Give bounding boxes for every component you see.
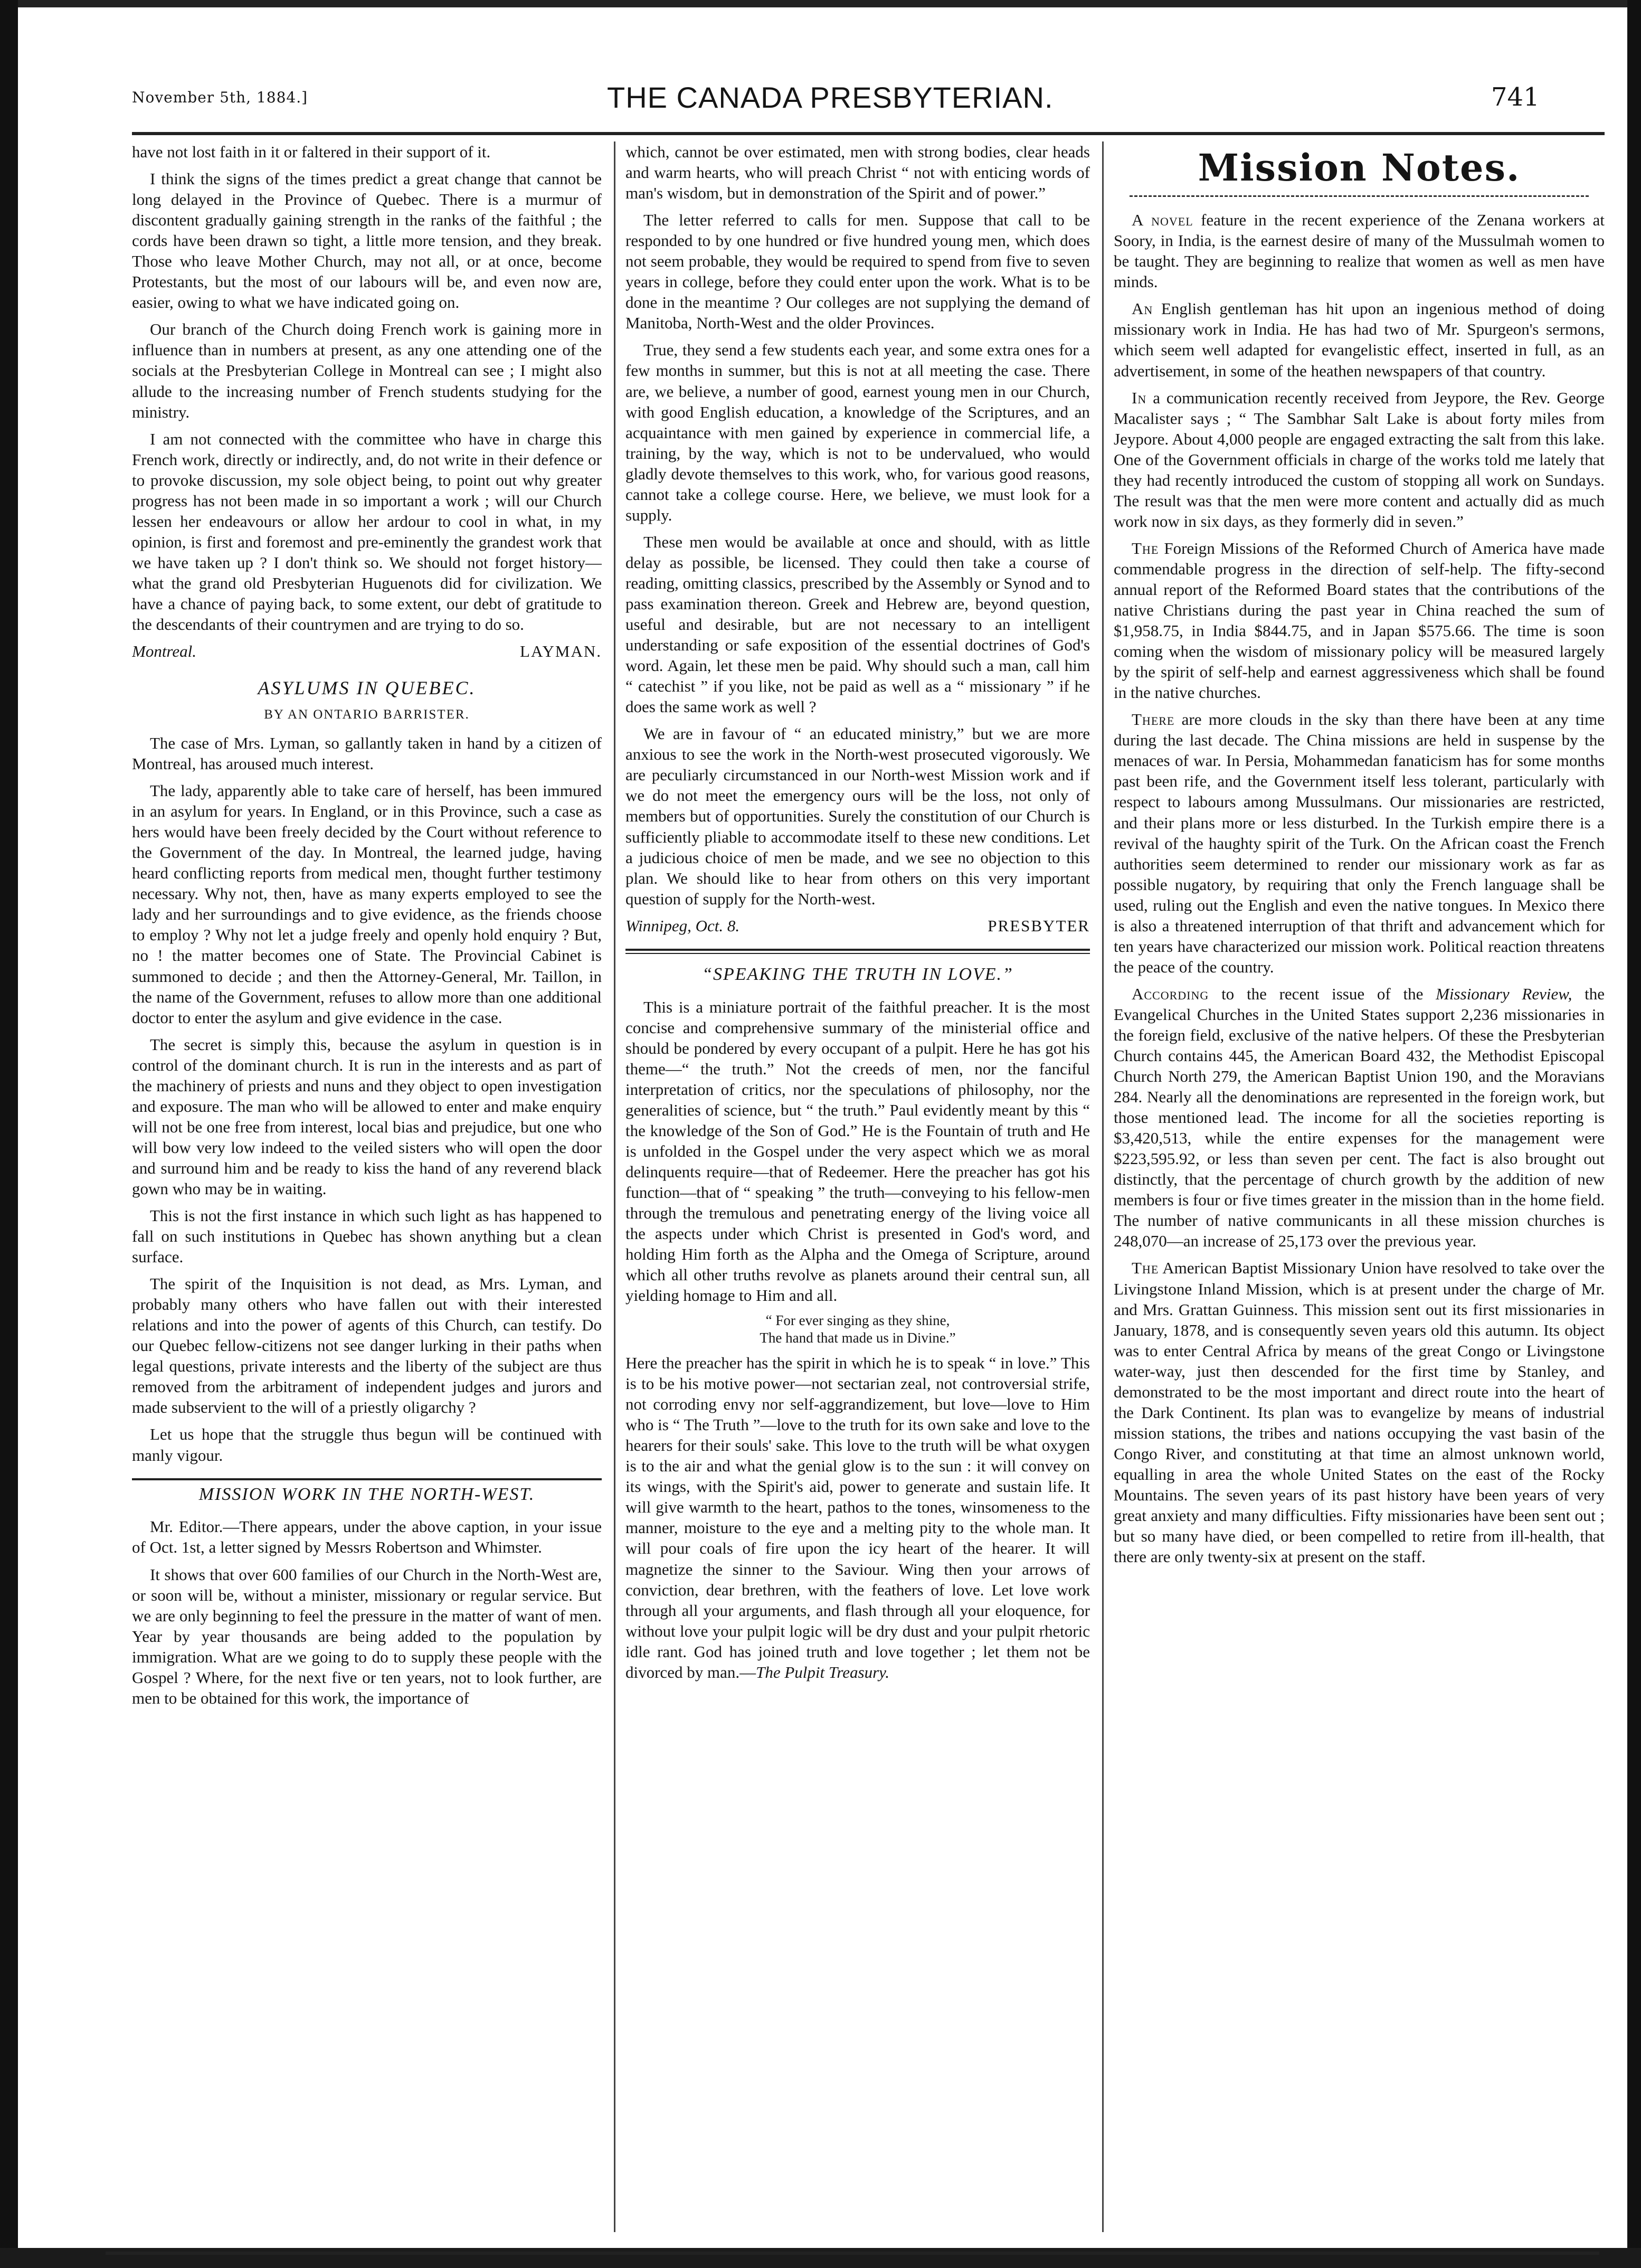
scan-edge-left: [0, 0, 18, 2268]
paragraph: The spirit of the Inquisition is not dead, as Mrs. Lyman, and probably many others who have fallen out with their interested relations and into the power of agents of this Church, can testify. Do our Quebec fellow-citizens not see danger lurking in their paths when legal questions, private interests and the liberty of the subject are thus removed from the arbitrament of independent judges and jurors and made subservient to the will of a priestly oligarchy ?: [132, 1274, 602, 1417]
section-rule: [625, 949, 1090, 951]
scan-edge-top: [0, 0, 1641, 7]
note-text: Foreign Missions of the Reformed Church of America have made commendable progress in the direction of self-help. The fifty-second annual report of the Reformed Board states that the contributions of the native Christians during the past year in China reached the sum of $1,958.75, in India $844.75, and in Japan $575.66. The time is soon coming when the wisdom of missionary policy will be measured largely by the spirit of self-help and earnest aggressiveness which shall be found in the native churches.: [1114, 538, 1605, 702]
paragraph: We are in favour of “ an educated ministry,” but we are more anxious to see the work in the North-west prosecuted vigorously. We are peculiarly circumstanced in our North-west Mission work and if we do not meet the emergency ours will be the loss, not only of members but of opportunities. Surely the constitution of our Church is sufficiently pliable to accommodate itself to these new conditions. Let a judicious choice of men be made, and we see no objection to this plan. We should like to hear from others on this very important question of supply for the North-west.: [625, 724, 1090, 908]
paragraph: Our branch of the Church doing French work is gaining more in influence than in numbers at present, as any one attending one of the socials at the Presbyterian College in Montreal can see ; I might also allude to the increasing number of French students studying for the ministry.: [132, 320, 602, 421]
article-title-mission-work: MISSION WORK IN THE NORTH-WEST.: [198, 1484, 535, 1504]
note-paragraph: [1114, 388, 1605, 532]
note-lead: The: [1132, 1259, 1159, 1278]
poem-quotation: [625, 1312, 1090, 1346]
note-lead: There: [1132, 710, 1175, 729]
paragraph: The letter referred to calls for men. Suppose that call to be responded to by one hundred or five hundred young men, which does not seem probable, they would be required to spend from five to seven years in college, before they could enter upon the work. What is to be done in the meantime ? Our colleges are not supplying the demand of Manitoba, North-West and the older Provinces.: [625, 211, 1090, 333]
article-title-speaking-truth: “SPEAKING THE TRUTH IN LOVE.”: [702, 964, 1013, 984]
note-text: the Evangelical Churches in the United States support 2,236 missionaries in the foreign field, exclusive of the native helpers. Of these the Presbyterian Church contains 445, the American Board 432, the Methodist Episcopal Church North 279, the American Baptist Union 190, and the Moravians 284. Nearly all the denominations are represented in the foreign work, but those mentioned lead. The income for all the societies reporting is $3,420,513, while the entire expenses for the management were $223,595.92, or less than seven per cent. The fact is also brought out distinctly, that the percentage of church growth by the addition of new members is four or five times greater in the mission than in the home field. The number of native communicants in all these mission churches is 248,070—an increase of 25,173 over the previous year.: [1114, 984, 1605, 1251]
note-text: English gentleman has hit upon an ingenious method of doing missionary work in India. He has had two of Mr. Spurgeon's sermons, which seem well adapted for evangelistic effect, inserted in full, as an advertisement, in some of the heathen newspapers of that country.: [1114, 299, 1605, 380]
footer-rule: [106, 2252, 1599, 2255]
paragraph: It shows that over 600 families of our Church in the North-West are, or soon will be, without a minister, missionary or regular service. But we are only beginning to feel the pressure in the matter of want of men. Year by year thousands are being added to the population by immigration. What are we going to do to supply these people with the Gospel ? Where, for the next five or ten years, not to look further, are men to be obtained for this work, the importance of: [132, 1565, 602, 1707]
issue-date: November 5th, 1884.]: [132, 89, 308, 106]
article-title-asylums: ASYLUMS IN QUEBEC.: [258, 677, 476, 699]
paragraph: [625, 1353, 1090, 1683]
note-text: a communication recently received from Jeypore, the Rev. George Macalister says ; “ The Sambhar Salt Lake is about forty miles from Jeypore. About 4,000 people are engaged extracting the salt from this lake. One of the Government officials in charge of the works told me lately that they had recently introduced the custom of stopping all work on Sundays. The result was that the men were more content and actually did as much work now in six days, as they formerly did in seven.”: [1114, 388, 1605, 531]
note-paragraph: [1114, 709, 1605, 977]
poem-line: “ For ever singing as they shine,: [765, 1312, 950, 1329]
column-middle: [625, 141, 1090, 2232]
paragraph: True, they send a few students each year, and some extra ones for a few months in summer, but this is not at all meeting the case. There are, we believe, a number of good, earnest young men in our Church, with good English education, a knowledge of the Scriptures, and an acquaintance with men gained by experience in commercial life, a training, by the way, which is not to be undervalued, who would gladly devote themselves to this work, who, for various good reasons, cannot take a college course. Here, we believe, we must look for a supply.: [625, 341, 1090, 524]
source-attribution: The Pulpit Treasury.: [756, 1662, 889, 1681]
paragraph: have not lost faith in it or faltered in their support of it.: [132, 143, 491, 161]
page-number: 741: [1491, 82, 1540, 112]
poem-line: The hand that made us in Divine.”: [760, 1329, 956, 1346]
paragraph: The case of Mrs. Lyman, so gallantly taken in hand by a citizen of Montreal, has aroused much interest.: [132, 733, 602, 773]
column-divider-1: [614, 141, 615, 2232]
note-lead: A novel: [1132, 211, 1193, 230]
signature-place: Montreal.: [132, 642, 196, 661]
note-lead: In: [1132, 388, 1147, 407]
paragraph: This is a miniature portrait of the faithful preacher. It is the most concise and comprehensive summary of the ministerial office and should be pondered by every occupant of a pulpit. Here he has got his theme—“ the truth.” Not the creeds of men, nor the fanciful interpretation of critics, nor the speculations of philosophy, nor the generalities of science, but “ the truth.” Paul evidently meant by this “ the knowledge of the Son of God.” He is the Fountain of truth and He is unfolded in the Gospel under the very aspect which we as moral delinquents require—that of Redeemer. Here the preacher has got his function—that of “ speaking ” the truth—conveying to his fellow-men through the tremulous and penetrating energy of the living voice all the aspects under which Christ is presented in God's word, and holding Him forth as the Alpha and the Omega of Scripture, around which all other truths revolve as planets around their central sun, all yielding homage to Him and all.: [625, 997, 1090, 1305]
article-byline: BY AN ONTARIO BARRISTER.: [264, 707, 470, 722]
paragraph: Let us hope that the struggle thus begun will be continued with manly vigour.: [132, 1425, 602, 1464]
note-text: to the recent issue of the: [1209, 984, 1436, 1003]
paragraph-text: Here the preacher has the spirit in which he is to speak “ in love.” This is to be his motive power—not sectarian zeal, not controversial strife, not corroding envy nor self-aggrandizement, but love—love to Him who is “ The Truth ”—love to the truth for its own sake and love to the hearers for their souls' sake. This love to the truth will be what oxygen is to the air and what the genial glow is to the sun : it will convey on its wings, with the Spirit's aid, power to generate and sustain life. It will give warmth to the heart, pathos to the tones, winsomeness to the manner, moisture to the eye and a melting pity to the whole man. It will pour coals of fire upon the icy heart of the hearer. It will magnetize the sinner to the Saviour. Wing then your arrows of conviction, dear brethren, with the feathers of love. Let love work through all your arguments, and flash through all your eloquence, for without love your pulpit logic will be dry dust and your pulpit rhetoric idle rant. God has joined truth and love together ; let them not be divorced by man.—: [625, 1354, 1090, 1681]
newspaper-title: THE CANADA PRESBYTERIAN.: [607, 81, 1054, 114]
note-text: are more clouds in the sky than there have been at any time during the last decade. The China missions are held in suspense by the menaces of war. In Persia, Mohammedan fanaticism has for some months past been rife, and the Government itself less tolerant, particularly with respect to labours among Mussulmans. Our missionaries are restricted, and their plans more or less disturbed. In the Turkish empire there is a revival of the haughty spirit of the Turk. On the African coast the French authorities seem determined to render our missionary work as far as possible nugatory, by requiring that only the French language shall be used, ruling out the English and even the native tongues. In Mexico there is also a threatened interruption of that thrift and advancement which for ten years have characterized our mission work. Political reaction threatens the peace of the country.: [1114, 710, 1605, 976]
signature-place: Winnipeg, Oct. 8.: [625, 916, 740, 935]
paragraph: This is not the first instance in which such light as has happened to fall on such institutions in Quebec has shown anything but a clean surface.: [132, 1206, 602, 1267]
signature-name: PRESBYTER: [988, 916, 1090, 935]
paragraph: which, cannot be over estimated, men with strong bodies, clear heads and warm hearts, who will preach Christ “ not with enticing words of man's wisdom, but in demonstration of the Spirit and of power.”: [625, 143, 1090, 203]
note-paragraph: [1114, 210, 1605, 292]
column-right: [1114, 141, 1605, 2232]
note-lead: An: [1132, 299, 1153, 318]
paragraph: Mr. Editor.—There appears, under the above caption, in your issue of Oct. 1st, a letter signed by Messrs Robertson and Whimster.: [132, 1517, 602, 1557]
section-heading-mission-notes: Mission Notes.: [1198, 146, 1521, 190]
note-text: American Baptist Missionary Union have resolved to take over the Livingstone Inland Mission, which is at present under the charge of Mr. and Mrs. Grattan Guinness. This mission sent out its first missionaries in January, 1878, and is consequently seven years old this autumn. Its object was to enter Central Africa by means of the great Congo or Livingstone water-way, just then descended for the first time by Stanley, and demonstrated to be the most important and direct route into the heart of the Dark Continent. Its plan was to evangelize by means of industrial mission stations, the tribes and nations occupying the vast basin of the Congo River, and constituting at that time an almost unknown world, equalling in area the whole United States on the east of the Rocky Mountains. The seven years of its past history have been years of very great anxiety and many difficulties. Fifty missionaries have been sent out ; but so many have died, or been compelled to retire from ill-health, that there are only twenty-six at present on the staff.: [1114, 1259, 1605, 1566]
note-text: feature in the recent experience of the Zenana workers at Soory, in India, is the earnest desire of many of the Mussulmah women to be taught. They are beginning to realize that women as well as men have minds.: [1114, 211, 1605, 291]
letter-signature: [132, 641, 602, 662]
paragraph: I think the signs of the times predict a great change that cannot be long delayed in the Province of Quebec. There is a murmur of discontent gradually gaining strength in the ranks of the faithful ; the cords have been drawn so tight, a little more tension, and they break. Those who leave Mother Church, may not all, or at once, become Protestants, but the most of our labours will be, and even now are, easier, owing to what we have indicated going on.: [132, 169, 602, 312]
section-rule: [132, 1478, 602, 1480]
paragraph: The lady, apparently able to take care of herself, has been immured in an asylum for years. In England, or in this Province, such a case as hers would have been freely decided by the Court without reference to the Government of the day. In Montreal, the learned judge, having heard conflicting reports from medical men, thought further testimony necessary. Why not, then, have as many experts employed to see the lady and her surroundings and to give evidence, as the friends choose to employ ? Why not let a judge freely and openly hold enquiry ? But, no ! the matter becomes one of State. The Provincial Cabinet is summoned to decide ; and then the Attorney-General, Mr. Taillon, in the name of the Government, refuses to allow more than one additional doctor to enter the asylum and give evidence in the case.: [132, 781, 602, 1027]
heading-rule: [1130, 195, 1589, 197]
note-paragraph: [1114, 298, 1605, 381]
paragraph: I am not connected with the committee who have in charge this French work, directly or indirectly, and, do not write in their defence or to provoke discussion, my sole object being, to point out why greater progress has not been made in so important a work ; will our Church lessen her endeavours or allow her ardour to cool in what, in my opinion, is first and foremost and pre-eminently the grandest work that we have taken up ? I don't think so. We should not forget history—what the grand old Presbyterian Huguenots did for civilization. We have a chance of paying back, to some extent, our debt of gratitude to the descendants of their countrymen and are trying to do so.: [132, 429, 602, 634]
note-paragraph: [1114, 984, 1605, 1252]
column-divider-2: [1102, 141, 1104, 2232]
letter-signature: [625, 915, 1090, 936]
scan-edge-bottom: [0, 2248, 1641, 2268]
note-paragraph: [1114, 1258, 1605, 1567]
paragraph: These men would be available at once and should, with as little delay as possible, be licensed. They could then take a course of reading, omitting classics, prescribed by the Assembly or Synod and to pass examination thereon. Greek and Hebrew are, beyond question, useful and desirable, but are not necessary to an intelligent understanding or safe exposition of the essential doctrines of God's word. Again, let these men be paid. Why should such a man, call him “ catechist ” if you like, not be paid as well as a “ missionary ” if he does the same work as well ?: [625, 532, 1090, 716]
publication-name: Missionary Review,: [1436, 984, 1572, 1003]
paragraph: The secret is simply this, because the asylum in question is in control of the dominant church. It is run in the interests and as part of the machinery of priests and nuns and they object to open investigation and exposure. The man who will be allowed to enter and make enquiry will not be one free from interest, local bias and prejudice, but one who will bow very low indeed to the veiled sisters who will open the door and surround him and be ready to kiss the hand of any reverend black gown who may be in waiting.: [132, 1035, 602, 1198]
section-rule-thin: [625, 953, 1090, 954]
note-lead: The: [1132, 538, 1159, 557]
column-left: [132, 141, 602, 2232]
note-lead: According: [1132, 984, 1209, 1003]
header-rule: [132, 132, 1605, 135]
signature-name: LAYMAN.: [520, 642, 602, 661]
scan-edge-right: [1627, 0, 1641, 2268]
note-paragraph: [1114, 538, 1605, 703]
